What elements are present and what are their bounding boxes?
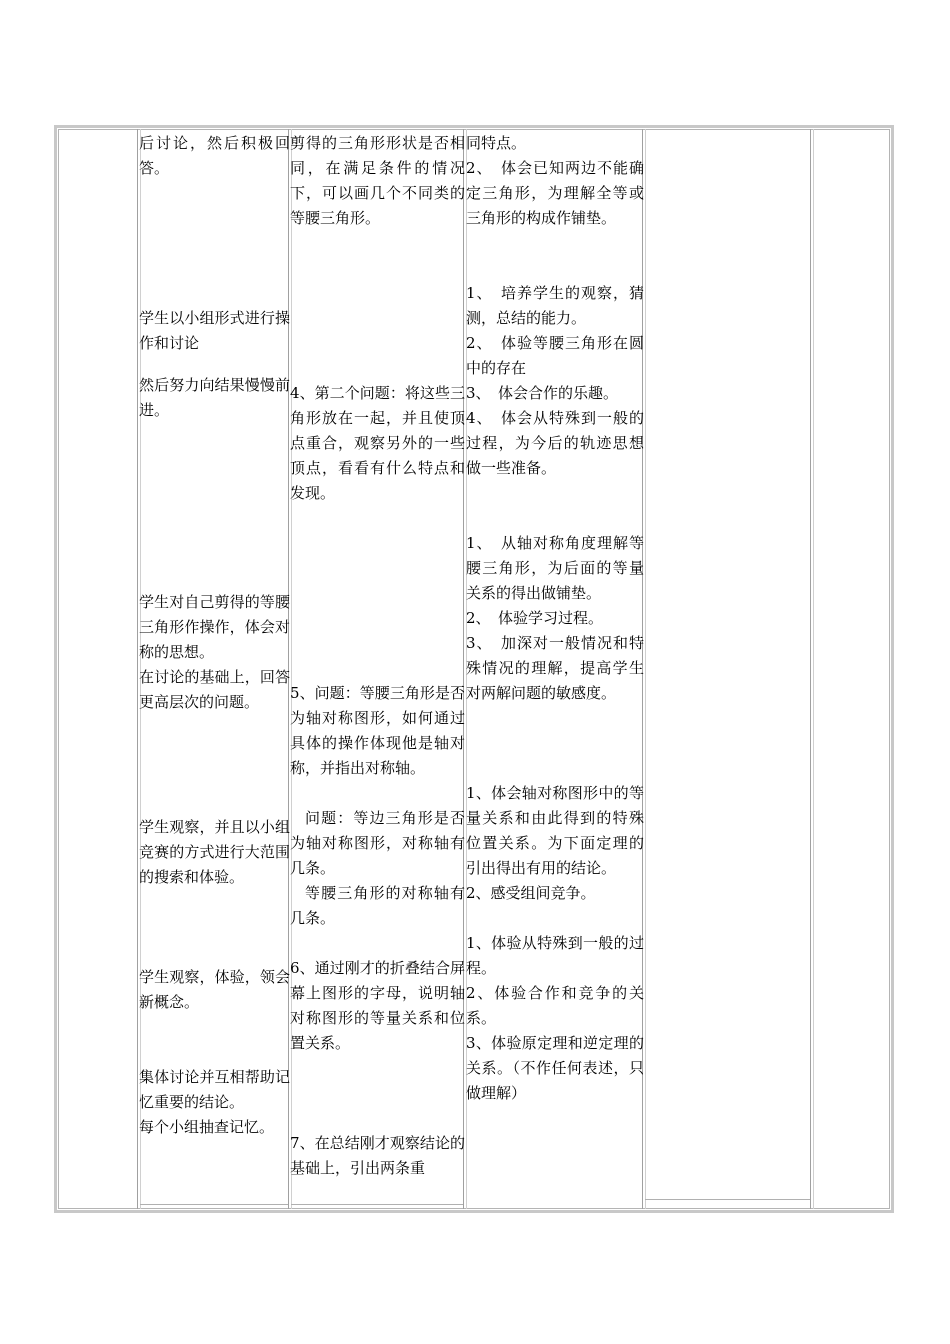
student-activity-text: 学生观察，体验，领会新概念。 bbox=[139, 968, 290, 1011]
column-divider bbox=[645, 129, 646, 1209]
design-intent-text: 2、 体验学习过程。 bbox=[466, 609, 604, 627]
design-intent-text: 3、 加深对一般情况和特殊情况的理解，提高学生对两解问题的敏感度。 bbox=[466, 634, 644, 702]
column-divider bbox=[813, 129, 814, 1209]
student-activity-text: 然后努力向结果慢慢前进。 bbox=[139, 376, 290, 419]
design-intent-text: 2、体验合作和竞争的关系。 bbox=[466, 984, 644, 1027]
design-intent-text: 同特点。 bbox=[466, 134, 527, 152]
column-divider bbox=[810, 129, 811, 1209]
design-intent-text: 1、体验从特殊到一般的过程。 bbox=[466, 934, 644, 977]
design-intent-text: 2、 体验等腰三角形在圆中的存在 bbox=[466, 334, 644, 377]
student-activity-text: 学生对自己剪得的等腰三角形作操作，体会对称的思想。 bbox=[139, 593, 290, 661]
cell-bottom-rule bbox=[645, 1199, 810, 1200]
design-intent-text: 2、感受组间竞争。 bbox=[466, 884, 596, 902]
teacher-activity-text: 5、问题：等腰三角形是否为轴对称图形，如何通过具体的操作体现他是轴对称，并指出对称轴。 bbox=[290, 684, 465, 777]
design-intent-text: 3、体验原定理和逆定理的关系。（不作任何表述，只做理解） bbox=[466, 1034, 644, 1102]
teacher-activity-text: 剪得的三角形形状是否相同，在满足条件的情况下，可以画几个不同类的等腰三角形。 bbox=[290, 134, 465, 227]
design-intent-text: 2、 体会已知两边不能确定三角形，为理解全等或三角形的构成作铺垫。 bbox=[466, 159, 644, 227]
student-activity-text: 每个小组抽查记忆。 bbox=[139, 1118, 275, 1136]
teacher-activity-text: 7、在总结刚才观察结论的基础上，引出两条重 bbox=[290, 1134, 465, 1177]
student-activity-text: 学生观察，并且以小组竞赛的方式进行大范围的搜索和体验。 bbox=[139, 818, 290, 886]
cell-bottom-rule bbox=[140, 1204, 288, 1205]
design-intent-text: 1、 培养学生的观察，猜测，总结的能力。 bbox=[466, 284, 644, 327]
column-divider bbox=[137, 129, 138, 1209]
teacher-activity-text: 6、通过刚才的折叠结合屏幕上图形的字母，说明轴对称图形的等量关系和位置关系。 bbox=[290, 959, 465, 1052]
teacher-activity-text: 问题：等边三角形是否为轴对称图形，对称轴有几条。 bbox=[290, 809, 465, 877]
student-activity-text: 后讨论，然后积极回答。 bbox=[139, 134, 290, 177]
teacher-activity-text: 4、第二个问题：将这些三角形放在一起，并且使顶点重合，观察另外的一些顶点，看看有什么特点和发现。 bbox=[290, 384, 465, 502]
design-intent-text: 1、体会轴对称图形中的等量关系和由此得到的特殊位置关系。为下面定理的引出得出有用的结论。 bbox=[466, 784, 644, 877]
teacher-activity-column bbox=[290, 131, 465, 1205]
teacher-activity-text: 等腰三角形的对称轴有几条。 bbox=[290, 884, 465, 927]
design-intent-text: 4、 体会从特殊到一般的过程，为今后的轨迹思想做一些准备。 bbox=[466, 409, 644, 477]
design-intent-column bbox=[466, 131, 644, 1106]
student-activity-column bbox=[139, 131, 290, 1140]
student-activity-text: 学生以小组形式进行操作和讨论 bbox=[139, 309, 290, 352]
student-activity-text: 集体讨论并互相帮助记忆重要的结论。 bbox=[139, 1068, 290, 1111]
design-intent-text: 1、 从轴对称角度理解等腰三角形，为后面的等量关系的得出做铺垫。 bbox=[466, 534, 644, 602]
student-activity-text: 在讨论的基础上，回答更高层次的问题。 bbox=[139, 668, 290, 711]
design-intent-text: 3、 体会合作的乐趣。 bbox=[466, 384, 619, 402]
